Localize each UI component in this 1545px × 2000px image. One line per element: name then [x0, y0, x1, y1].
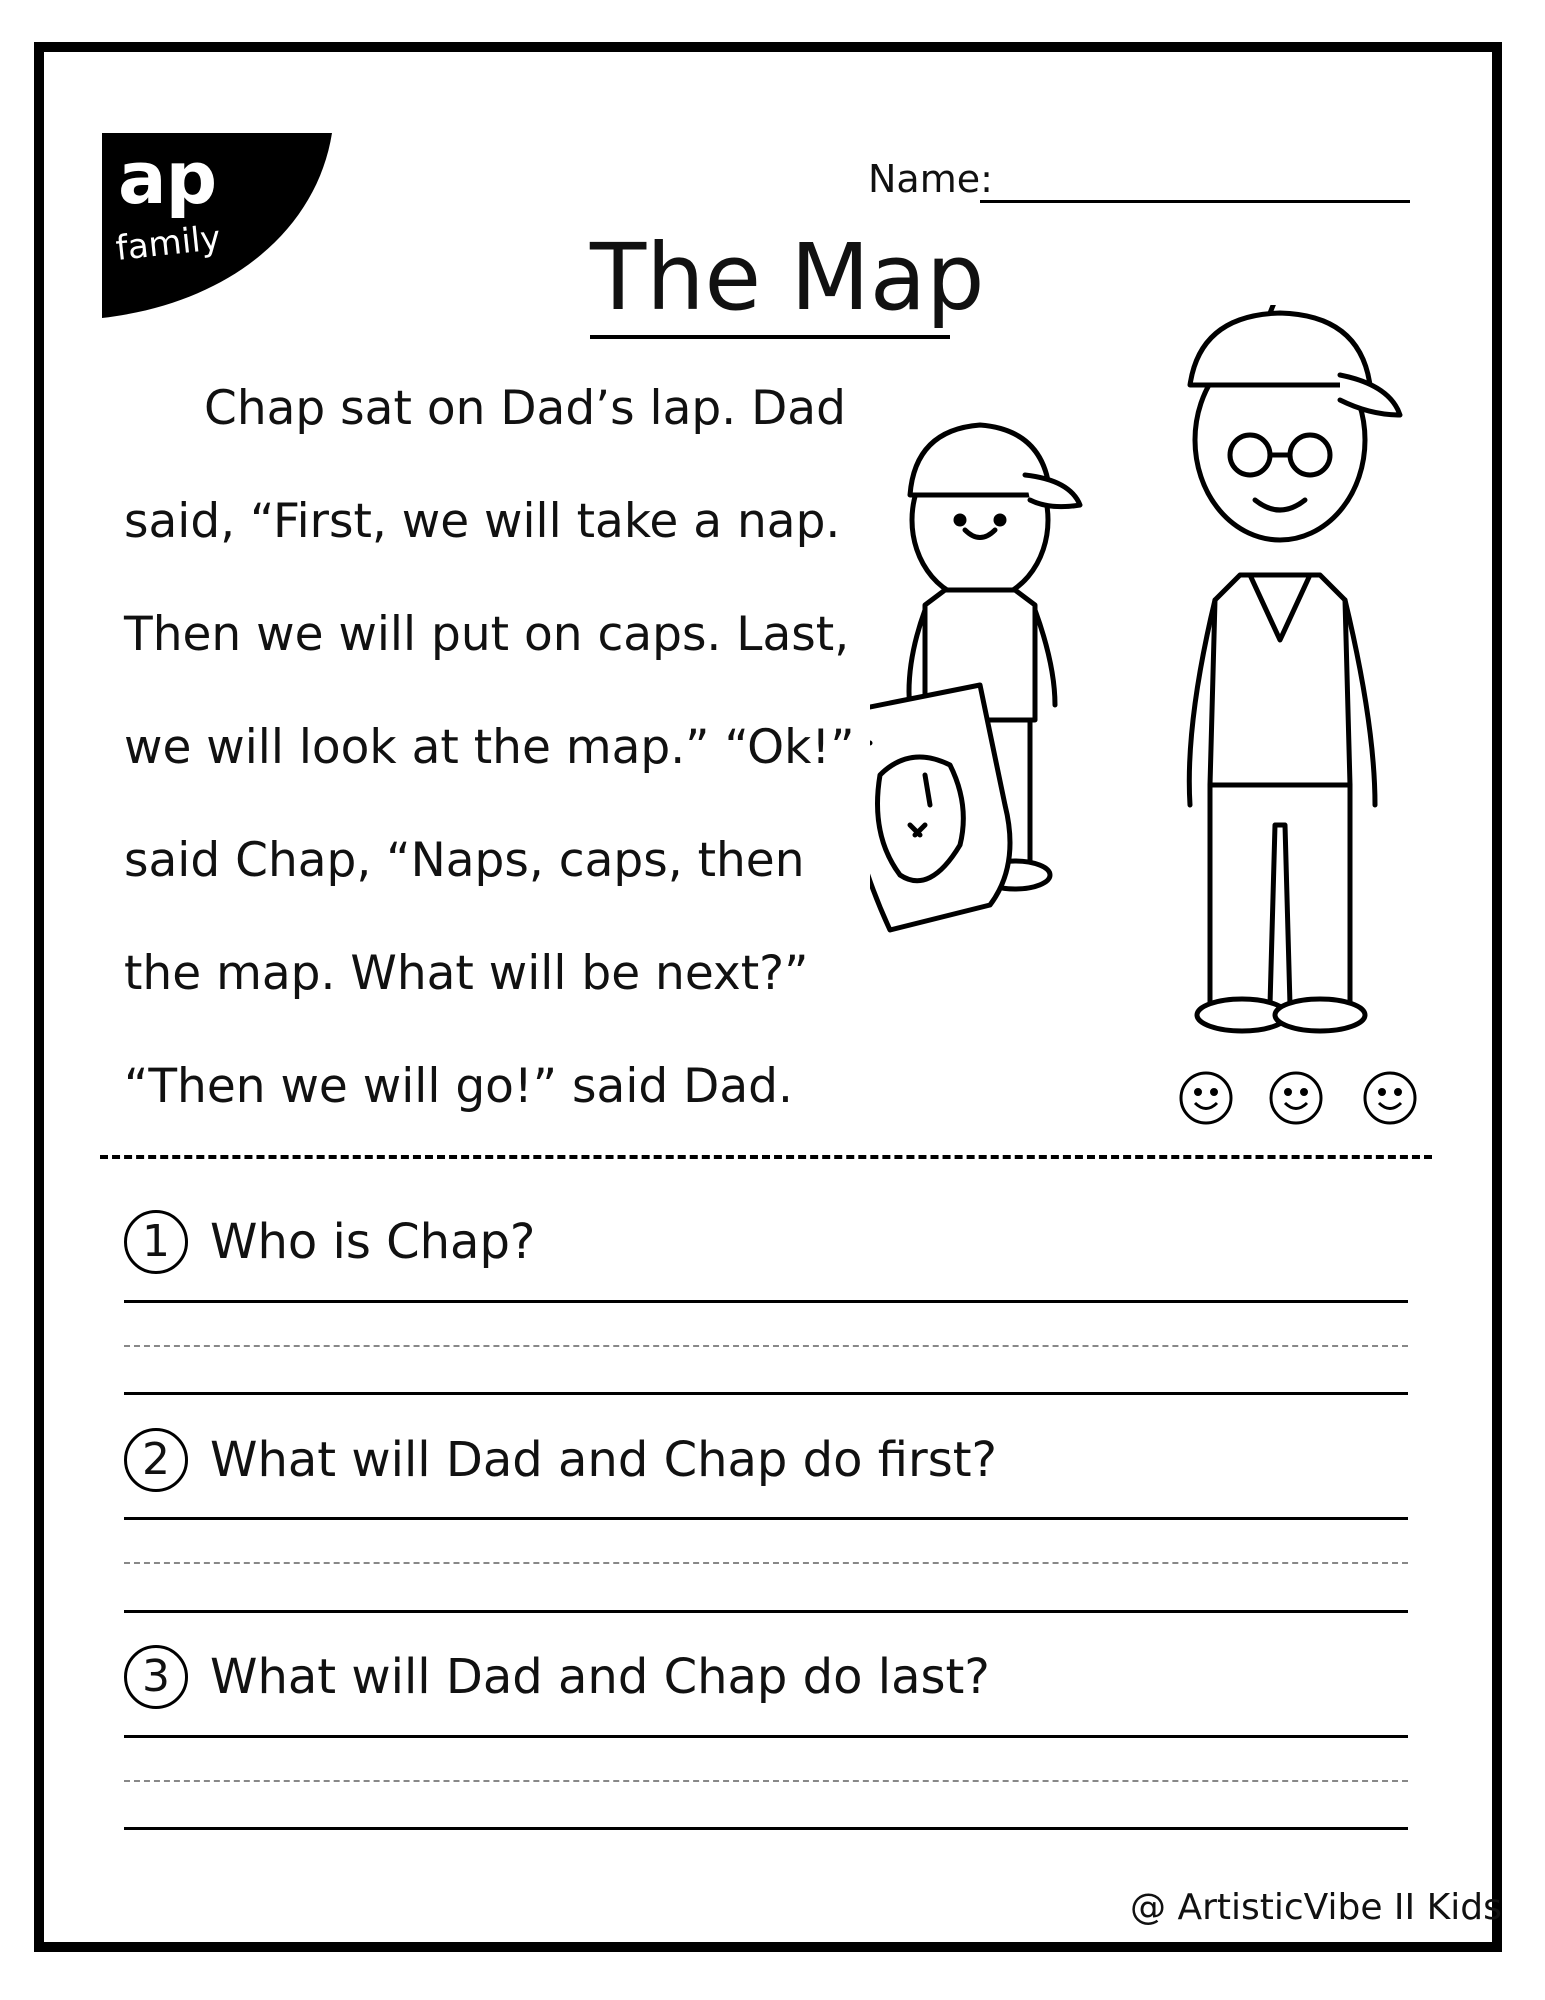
answer-line[interactable] [124, 1517, 1408, 1520]
smiley-icon[interactable] [1178, 1070, 1234, 1126]
answer-guide-line [124, 1562, 1408, 1564]
question-number: 1 [124, 1210, 188, 1274]
question-text: What will Dad and Chap do first? [210, 1432, 998, 1488]
story-line: Chap sat on Dad’s lap. Dad [204, 381, 846, 436]
story-line: the map. What will be next?” [124, 946, 809, 1001]
story-line: Then we will put on caps. Last, [124, 607, 850, 662]
badge-word: ap [118, 136, 217, 220]
story-line: said, “First, we will take a nap. [124, 494, 841, 549]
answer-line[interactable] [124, 1300, 1408, 1303]
answer-guide-line [124, 1345, 1408, 1347]
question-number: 3 [124, 1645, 188, 1709]
smiley-icon[interactable] [1362, 1070, 1418, 1126]
smiley-icon[interactable] [1268, 1070, 1324, 1126]
dad-figure-icon [1189, 305, 1400, 1031]
question-text: Who is Chap? [210, 1214, 536, 1270]
dad-and-boy-illustration [870, 305, 1430, 1145]
answer-line[interactable] [124, 1827, 1408, 1830]
answer-line[interactable] [124, 1610, 1408, 1613]
name-label: Name: [868, 157, 993, 201]
story-line: we will look at the map.” “Ok!” [124, 720, 855, 775]
question-1 [124, 1210, 535, 1274]
answer-line[interactable] [124, 1735, 1408, 1738]
question-2 [124, 1428, 997, 1492]
story-line: “Then we will go!” said Dad. [124, 1059, 793, 1114]
treasure-map-icon [870, 685, 1010, 930]
section-divider [100, 1155, 1432, 1159]
badge-subtitle: family [113, 218, 223, 269]
question-number: 2 [124, 1428, 188, 1492]
answer-guide-line [124, 1780, 1408, 1782]
credit-text: @ ArtisticVibe II Kids [1130, 1887, 1502, 1928]
name-field-line[interactable] [980, 200, 1410, 203]
question-text: What will Dad and Chap do last? [210, 1649, 990, 1705]
story-line: said Chap, “Naps, caps, then [124, 833, 805, 888]
question-3 [124, 1645, 990, 1709]
page-title: The Map [590, 224, 985, 331]
answer-line[interactable] [124, 1392, 1408, 1395]
